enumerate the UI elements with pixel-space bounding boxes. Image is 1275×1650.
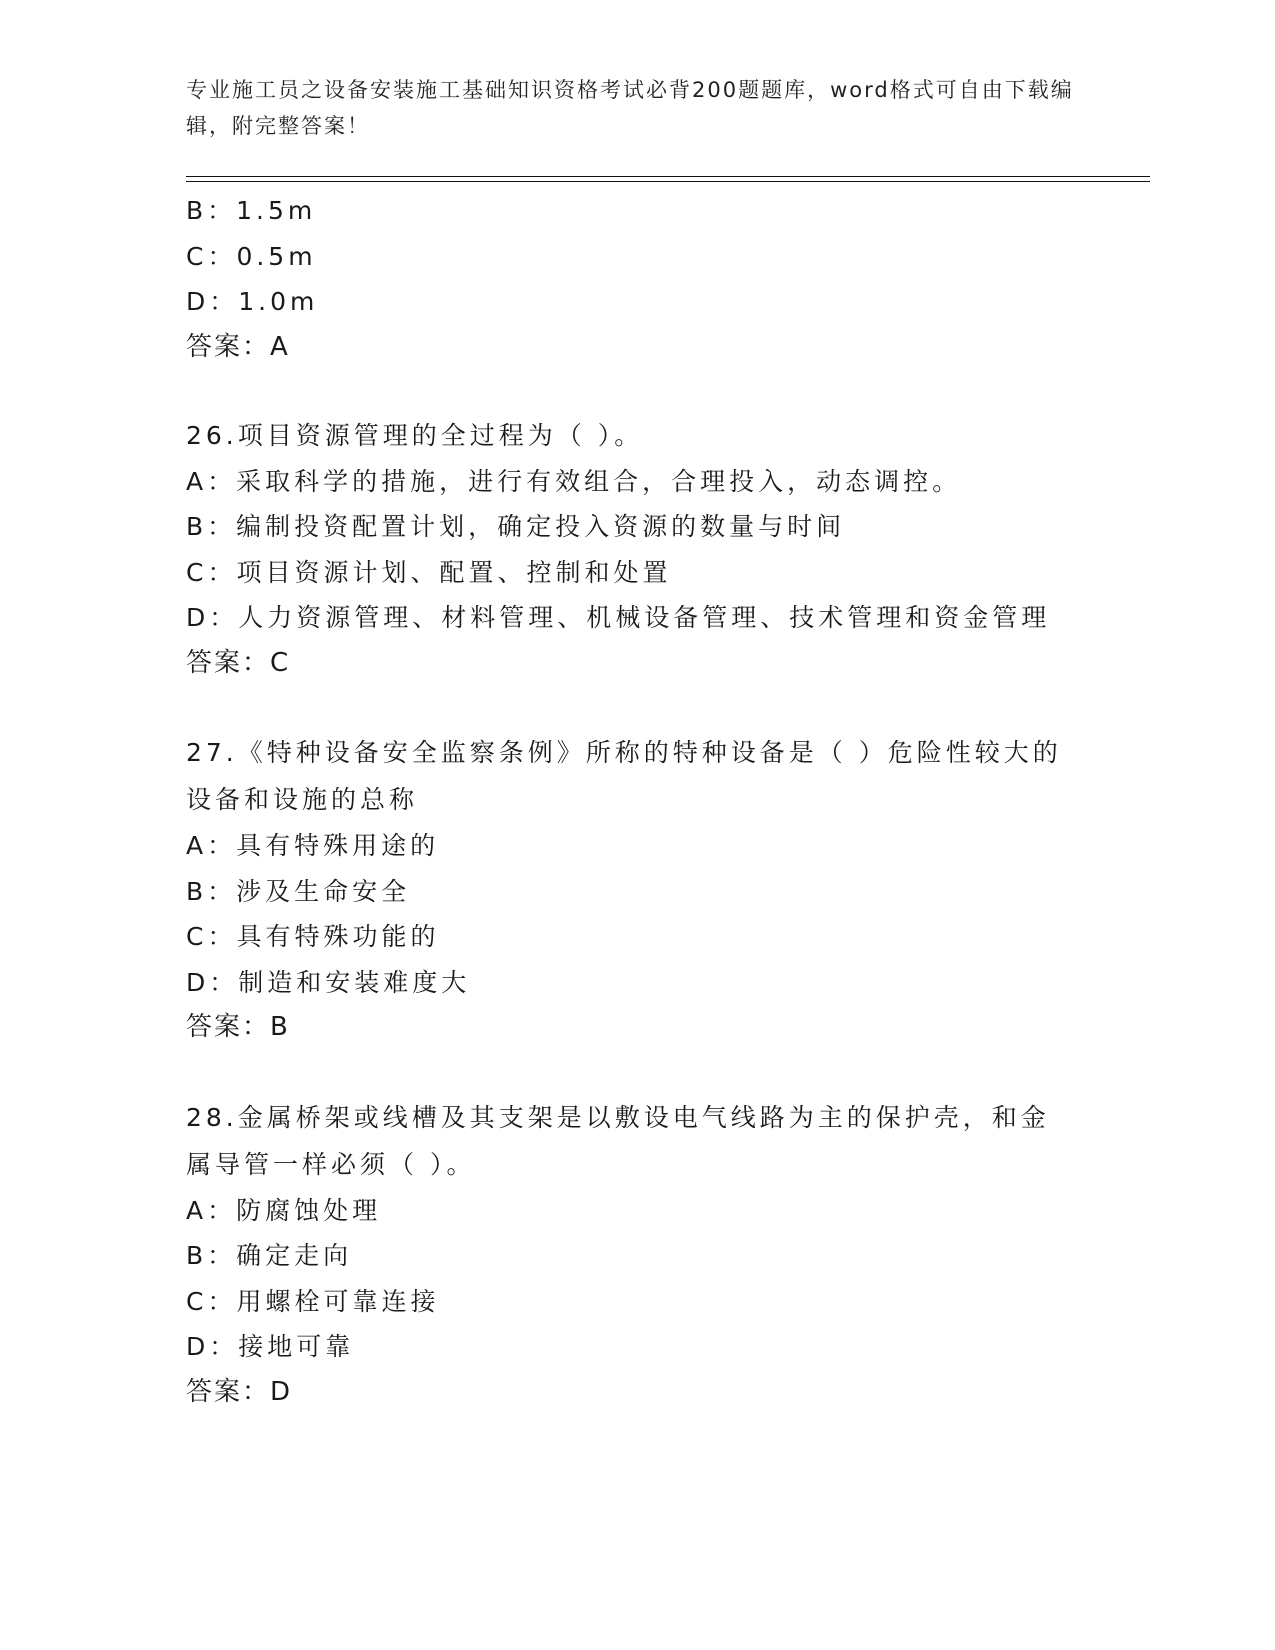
option-c: C：具有特殊功能的 (186, 922, 440, 951)
option-c: C：0.5m (186, 241, 317, 271)
question-text: 26.项目资源管理的全过程为（ ）。 (186, 421, 644, 450)
option-a: A：具有特殊用途的 (186, 831, 440, 860)
header-title: 专业施工员之设备安装施工基础知识资格考试必背200题题库，word格式可自由下载编辑，附完整答案！ (186, 78, 1074, 138)
answer-line: 答案：B (186, 1012, 290, 1042)
option-d: D：1.0m (186, 287, 319, 316)
question-list (186, 188, 1086, 1415)
option-d: D：接地可靠 (186, 1332, 355, 1361)
answer-line: 答案：A (186, 331, 290, 362)
question-text: 28.金属桥架或线槽及其支架是以敷设电气线路为主的保护壳，和金属导管一样必须（ ）。 (186, 1102, 1050, 1179)
option-a: A：防腐蚀处理 (186, 1195, 382, 1225)
header-rule-top (186, 176, 1150, 177)
option-d: D：制造和安装难度大 (186, 967, 471, 997)
question-27 (186, 729, 1086, 1051)
option-b: B：涉及生命安全 (186, 876, 411, 906)
question-text: 27.《特种设备安全监察条例》所称的特种设备是（ ）危险性较大的设备和设施的总称 (186, 738, 1062, 814)
answer-line: 答案：C (186, 647, 291, 678)
question-28 (186, 1094, 1086, 1416)
option-b: B：编制投资配置计划，确定投入资源的数量与时间 (186, 512, 846, 541)
header-rule-bottom (186, 181, 1150, 182)
option-a: A：采取科学的措施，进行有效组合，合理投入，动态调控。 (186, 466, 962, 496)
option-b: B：1.5m (186, 196, 317, 225)
option-c: C：项目资源计划、配置、控制和处置 (186, 557, 672, 587)
prev-question-block (186, 188, 1086, 370)
document-header (186, 72, 1086, 144)
option-d: D：人力资源管理、材料管理、机械设备管理、技术管理和资金管理 (186, 603, 1051, 632)
option-b: B：确定走向 (186, 1241, 353, 1270)
option-c: C：用螺栓可靠连接 (186, 1286, 440, 1316)
answer-line: 答案：D (186, 1376, 293, 1407)
question-26 (186, 413, 1086, 686)
